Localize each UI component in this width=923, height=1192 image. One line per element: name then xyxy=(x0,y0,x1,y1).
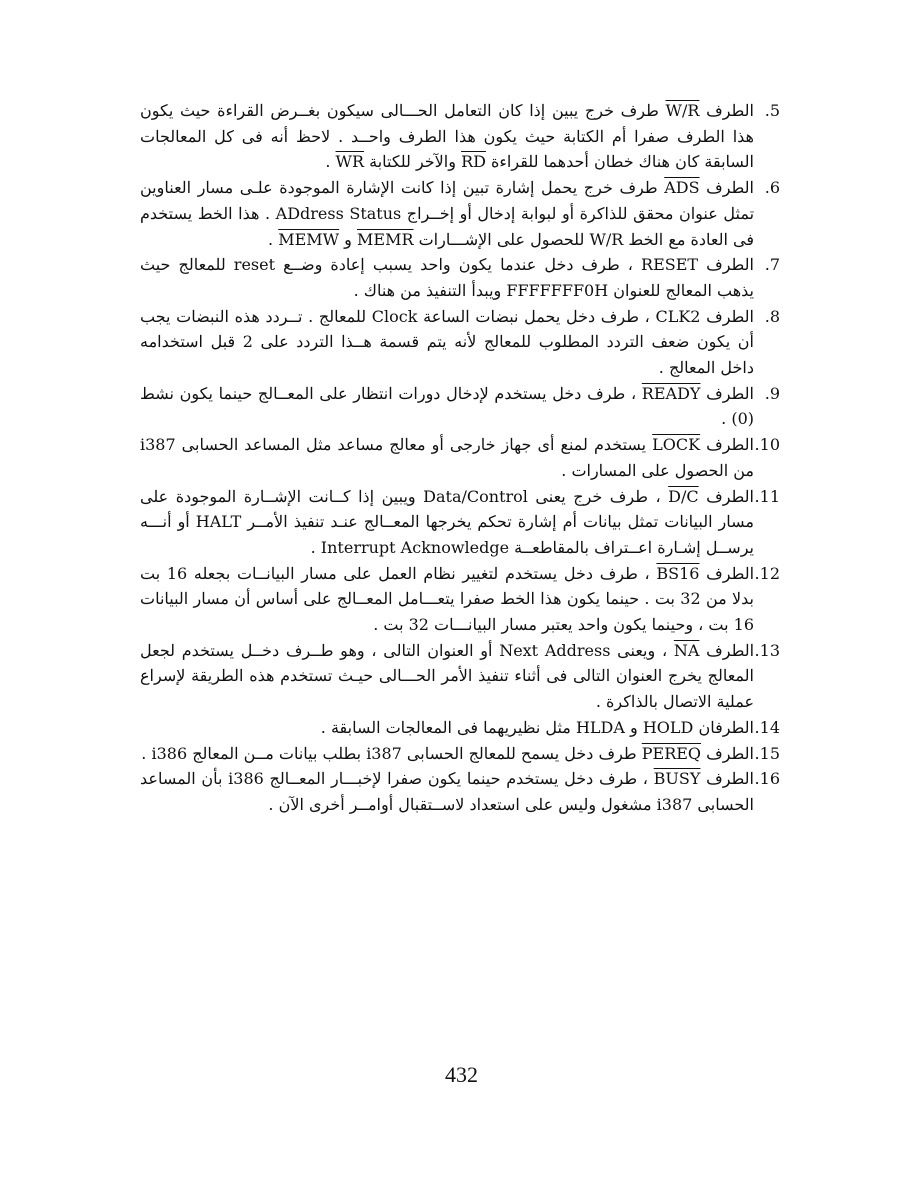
item-text: ، طرف دخل يستخدم لتغيير نظام العمل على مسار البيانــات بجعله 16 بت بدلا من 32 بت . حينما يكون هذا الخط صفرا يتعـــامل المعــالج على أساس أن مسار البيانات 16 بت ، وحينما يكون واحد يعتبر مسار البيانـــات 32 بت . xyxy=(140,563,754,635)
signal-name-overline: D/C xyxy=(668,486,699,506)
item-number: .12 xyxy=(754,563,780,583)
item-text: الطرف xyxy=(699,101,754,120)
list-item xyxy=(140,715,780,741)
item-text: الطرف xyxy=(698,486,754,506)
list-item xyxy=(140,381,780,432)
list-item xyxy=(140,304,780,381)
item-number: .15 xyxy=(754,743,780,763)
list-item xyxy=(140,252,780,303)
item-number: .10 xyxy=(754,435,780,455)
item-text: ، طرف دخل يستخدم لإدخال دورات انتظار على المعــالج حينما يكون نشط (0) . xyxy=(140,383,754,429)
item-number: .16 xyxy=(754,769,780,789)
list-item xyxy=(140,741,780,767)
item-text: الطرفان HOLD و HLDA مثل نظيريهما فى المعالجات السابقة . xyxy=(320,717,754,737)
item-text: الطرف xyxy=(700,769,755,789)
item-text: الطرف xyxy=(700,435,754,455)
item-text: والآخر للكتابة xyxy=(364,152,462,172)
item-number: .9 xyxy=(764,383,780,403)
item-number: .6 xyxy=(764,178,780,198)
list-item xyxy=(140,98,780,175)
item-text: ، طرف خرج يعنى Data/Control ويبين إذا كــانت الإشــارة الموجودة على مسار البيانات تمثل بيانات أم إشارة تحكم يخرجها المعــالج عنـد تنفيذ الأمــر HALT أو أنـــه يرســل إشـارة اعــتراف بالمقاطعــة Interrupt Acknowledge . xyxy=(140,486,754,557)
signal-name-overline: ADS xyxy=(664,178,700,198)
signal-name-overline: PEREQ xyxy=(641,743,702,763)
item-number: .14 xyxy=(754,717,780,737)
item-text: . xyxy=(325,152,336,172)
list-item xyxy=(140,175,780,252)
item-text: الطرف xyxy=(700,383,754,403)
item-number: .5 xyxy=(764,101,780,120)
item-number: .13 xyxy=(754,640,780,660)
list-item xyxy=(140,561,780,638)
signal-name-overline: BS16 xyxy=(656,563,700,583)
signal-name-overline: W/R xyxy=(665,101,700,120)
item-text: الطرف xyxy=(699,563,755,583)
item-text: طرف خرج يحمل إشارة تبين إذا كانت الإشارة الموجودة علـى مسار العناوين تمثل عنوان محقق للذاكرة أو لبوابة إدخال أو إخــراج ADdress Status . هذا الخط يستخدم فى العادة مع الخط W/R للحصول على الإشـــارات xyxy=(140,178,755,249)
signal-name-overline: READY xyxy=(641,383,701,403)
signal-name-overline: WR xyxy=(335,152,365,172)
page-number: 432 xyxy=(445,1062,478,1087)
signal-name-overline: BUSY xyxy=(653,769,701,789)
item-text: يستخدم لمنع أى جهاز خارجى أو معالج مساعد مثل المساعد الحسابى i387 من الحصول على المسارات . xyxy=(140,435,754,480)
item-number: .8 xyxy=(764,306,780,326)
list-item xyxy=(140,484,780,561)
signal-name-overline: NA xyxy=(673,640,700,660)
pin-description-list xyxy=(140,98,780,818)
item-text: الطرف xyxy=(699,178,755,198)
item-text: ، طرف دخل يستخدم حينما يكون صفرا لإخبـــار المعــالج i386 بأن المساعد الحسابى i387 مشغول وليس على استعداد لاســتقبال أوامــر أخرى الآن . xyxy=(140,769,754,814)
item-text: ، ويعنى Next Address أو العنوان التالى ، وهو طــرف دخــل يستخدم لجعل المعالج يخرج العنوان التالى فى أثناء تنفيذ الأمر الحـــالى حيـث تستخدم هذه الطريقة لإسراع عملية الاتصال بالذاكرة . xyxy=(140,640,754,712)
signal-name-overline: MEMR xyxy=(357,229,414,249)
signal-name-overline: LOCK xyxy=(652,435,701,455)
list-item xyxy=(140,638,780,715)
list-item xyxy=(140,432,780,483)
item-text: الطرف xyxy=(699,640,755,660)
item-number: .11 xyxy=(754,486,780,506)
item-text: طرف خرج يبين إذا كان التعامل الحـــالى سيكون بغــرض القراءة حيث يكون هذا الطرف صفرا أم الكتابة حيث يكون هذا الطرف واحــد . لاحظ أنه فى كل المعالجات السابقة كان هناك خطان أحدهما للقراءة xyxy=(140,101,754,172)
item-text: الطرف xyxy=(701,743,754,763)
item-text: الطرف CLK2 ، طرف دخل يحمل نبضات الساعة Clock للمعالج . تــردد هذه النبضات يجب أن يكون ضعف التردد المطلوب للمعالج لأنه يتم قسمة هــذا التردد على 2 قبل استخدامه داخل المعالج . xyxy=(140,306,755,378)
item-text: و xyxy=(339,229,357,249)
item-number: .7 xyxy=(764,255,780,275)
item-text: طرف دخل يسمح للمعالج الحسابى i387 بطلب بيانات مــن المعالج i386 . xyxy=(141,743,642,763)
item-text: . xyxy=(268,229,279,249)
item-text: الطرف RESET ، طرف دخل عندما يكون واحد يسبب إعادة وضــع reset للمعالج حيث يذهب المعالج للعنوان FFFFFFF0H ويبدأ التنفيذ من هناك . xyxy=(140,255,754,300)
signal-name-overline: RD xyxy=(461,152,486,172)
signal-name-overline: MEMW xyxy=(278,229,340,249)
list-item xyxy=(140,766,780,817)
